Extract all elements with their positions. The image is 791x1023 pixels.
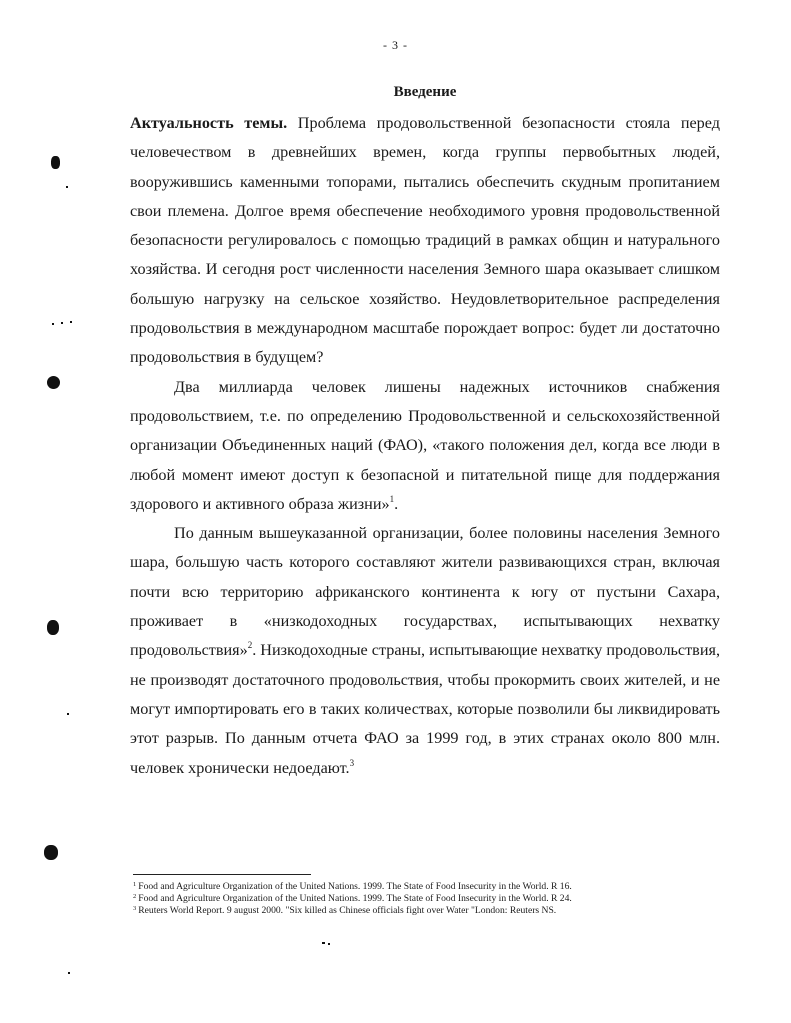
scan-speck [51,156,60,169]
footnote-mark: 1 [133,881,137,888]
paragraph-relevance [130,109,720,373]
paragraph-text: Два миллиарда человек лишены надежных источников снабжения продовольствием, т.е. по определению Продовольственной и сельскохозяйственной организации Объединенных наций (ФАО), «такого положения дел, когда все люди в любой момент имеют доступ к безопасной и питательной пище для поддержания здорового и активного образа жизни» [130,377,720,513]
scan-speck [52,323,54,325]
footnote-mark: 3 [133,905,137,913]
footnote-item [133,881,723,893]
page-number: - 3 - [383,38,408,52]
paragraph-food-security [130,373,720,519]
paragraph-lead: Актуальность темы. [130,114,288,132]
footnote-ref: 2 [247,640,253,651]
paragraph-tail: . [394,494,399,513]
paragraph-text: Проблема продовольственной безопасности стояла перед человечеством в древнейших времен, когда группы первобытных людей, вооружившись каменными топорами, пытались обеспечить скудным пропитанием свои племена. Долгое время обеспечение необходимого уровня продовольственной безопасности регулировалось с помощью традиций в рамках общин и натурального хозяйства. И сегодня рост численности населения Земного шара оказывает слишком большую нагрузку на сельское хозяйство. Неудовлетворительное распределения продовольствия в международном масштабе порождает вопрос: будет ли достаточно продовольствия в будущем? [130,114,720,367]
scan-speck [70,321,72,323]
footnotes [133,881,723,918]
footnote-ref: 1 [389,493,395,504]
scan-speck [68,972,70,974]
paragraph-text: По данным вышеуказанной организации, более половины населения Земного шара, большую часть которого составляют жители развивающихся стран, включая почти всю территорию африканского континента к югу от пустыни Сахара, проживает в «низкодоходных государствах, испытывающих нехватку продовольствия» [130,524,720,660]
footnote-item [133,905,723,917]
footnote-text: Food and Agriculture Organization of the United Nations. 1999. The State of Food Insecurity in the World. R 16. [138,881,572,892]
section-heading: Введение [393,84,457,100]
footnote-ref: 3 [349,757,355,768]
scan-speck [44,845,58,860]
footnote-text: Reuters World Report. 9 august 2000. "Six killed as Chinese officials fight over Water "London: Reuters NS. [138,905,557,917]
scan-speck [47,620,59,635]
footnote-text: Food and Agriculture Organization of the United Nations. 1999. The State of Food Insecurity in the World. R 24. [138,893,572,905]
footnote-item [133,893,723,905]
scan-speck [67,713,69,715]
footnote-mark: 2 [133,893,137,901]
body-text [130,109,720,783]
paragraph-fao-data [130,519,720,783]
paragraph-text: . Низкодоходные страны, испытывающие нехватку продовольствия, не производят достаточного продовольствия, чтобы прокормить своих жителей, и не могут импортировать его в таких количествах, которые позволили бы ликвидировать этот разрыв. По данным отчета ФАО за 1999 год, в этих странах около 800 млн. человек хронически недоедают. [130,641,720,777]
scan-speck [61,322,63,324]
scan-speck [322,942,325,944]
scan-speck [66,186,68,188]
scan-speck [328,943,330,945]
scan-speck [47,376,60,389]
footnote-separator [133,874,311,875]
